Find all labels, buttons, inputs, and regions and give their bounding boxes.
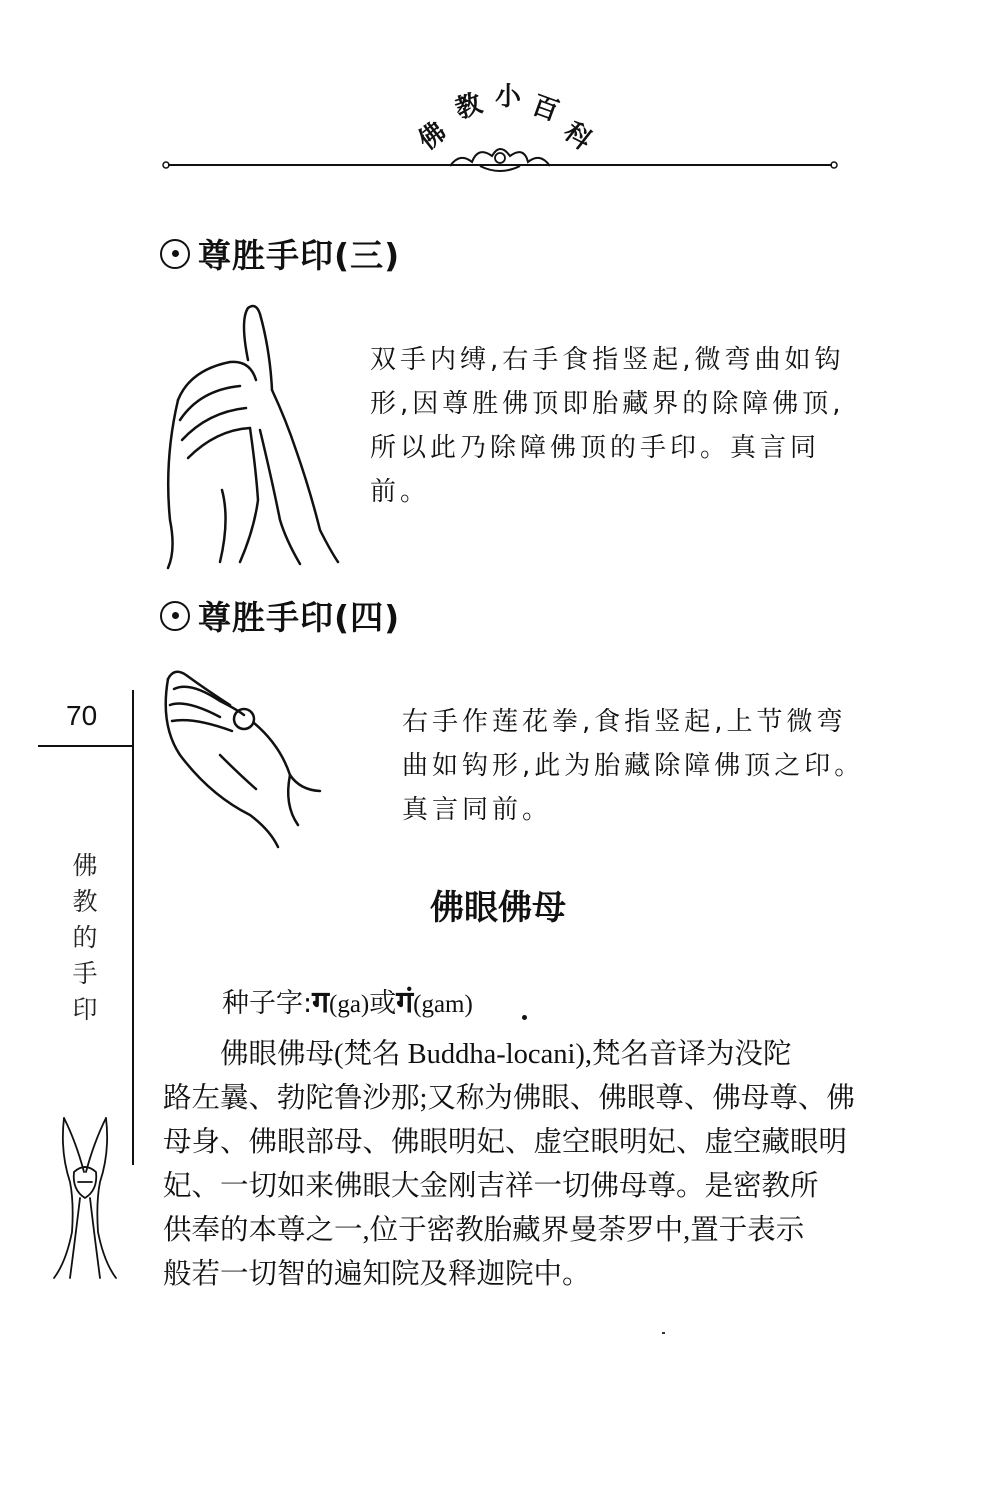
description-line: 右手作莲花拳,食指竖起,上节微弯: [402, 707, 847, 737]
margin-rule-horizontal: [38, 745, 134, 747]
paragraph-line: 母身、佛眼部母、佛眼明妃、虚空眼明妃、虚空藏眼明: [163, 1127, 848, 1158]
section-heading-text: 尊胜手印(四): [198, 598, 401, 637]
side-label-char: 的: [72, 923, 98, 952]
header-cloud-ornament: [440, 140, 560, 176]
section-description: [402, 700, 864, 832]
side-label-char: 印: [72, 995, 98, 1024]
stray-mark: [662, 1332, 665, 1334]
section-description: [370, 338, 845, 514]
seed-roman-ga: (ga): [329, 991, 370, 1018]
paragraph-line: 佛眼佛母(梵名 Buddha-locani),梵名音译为没陀: [163, 1039, 792, 1070]
seed-syllable-line: [222, 980, 473, 1021]
side-label-char: 佛: [72, 851, 98, 880]
bullet-circle-icon: [160, 239, 190, 269]
paragraph-line: 妃、一切如来佛眼大金刚吉祥一切佛母尊。是密教所: [163, 1171, 819, 1202]
margin-rule-vertical: [132, 690, 134, 1165]
seed-label: 种子字:: [222, 988, 313, 1019]
description-line: 所以此乃除障佛顶的手印。真言同: [370, 433, 821, 463]
description-line: 前。: [370, 477, 431, 507]
section-heading: [160, 592, 400, 639]
header-char-1: 佛: [413, 116, 453, 157]
side-label-char: 手: [72, 959, 98, 988]
description-line: 曲如钩形,此为胎藏除障佛顶之印。: [402, 751, 865, 781]
article-paragraph: [163, 1033, 863, 1297]
side-label-char: 教: [72, 887, 98, 916]
section-heading-text: 尊胜手印(三): [198, 236, 401, 275]
section-heading: [160, 230, 400, 277]
header-char-2: 教: [451, 88, 486, 126]
seed-glyph-ga: ग: [312, 985, 329, 1020]
mudra-illustration: [160, 665, 340, 855]
description-line: 真言同前。: [402, 795, 553, 825]
article-title: 佛眼佛母: [430, 888, 566, 928]
header-char-3: 小: [495, 82, 522, 112]
description-line: 双手内缚,右手食指竖起,微弯曲如钩: [370, 345, 845, 375]
paragraph-line: 供奉的本尊之一,位于密教胎藏界曼荼罗中,置于表示: [163, 1215, 805, 1246]
side-chapter-label: [70, 848, 100, 1028]
mudra-illustration: [160, 300, 350, 570]
paragraph-line: 般若一切智的遍知院及释迦院中。: [163, 1259, 591, 1290]
paragraph-line: 路左曩、勃陀鲁沙那;又称为佛眼、佛眼尊、佛母尊、佛: [163, 1083, 855, 1114]
praying-hands-icon: [50, 1112, 120, 1282]
description-line: 形,因尊胜佛顶即胎藏界的除障佛顶,: [370, 389, 845, 419]
header-char-4: 百: [527, 90, 563, 128]
bullet-circle-icon: [160, 601, 190, 631]
header-char-5: 科: [557, 116, 597, 157]
anusvara-dot: [522, 1015, 527, 1020]
seed-roman-gam: (gam): [413, 991, 473, 1018]
seed-glyph-gam: गं: [396, 985, 414, 1020]
seed-or: 或: [369, 988, 397, 1019]
page-number: 70: [66, 700, 98, 731]
